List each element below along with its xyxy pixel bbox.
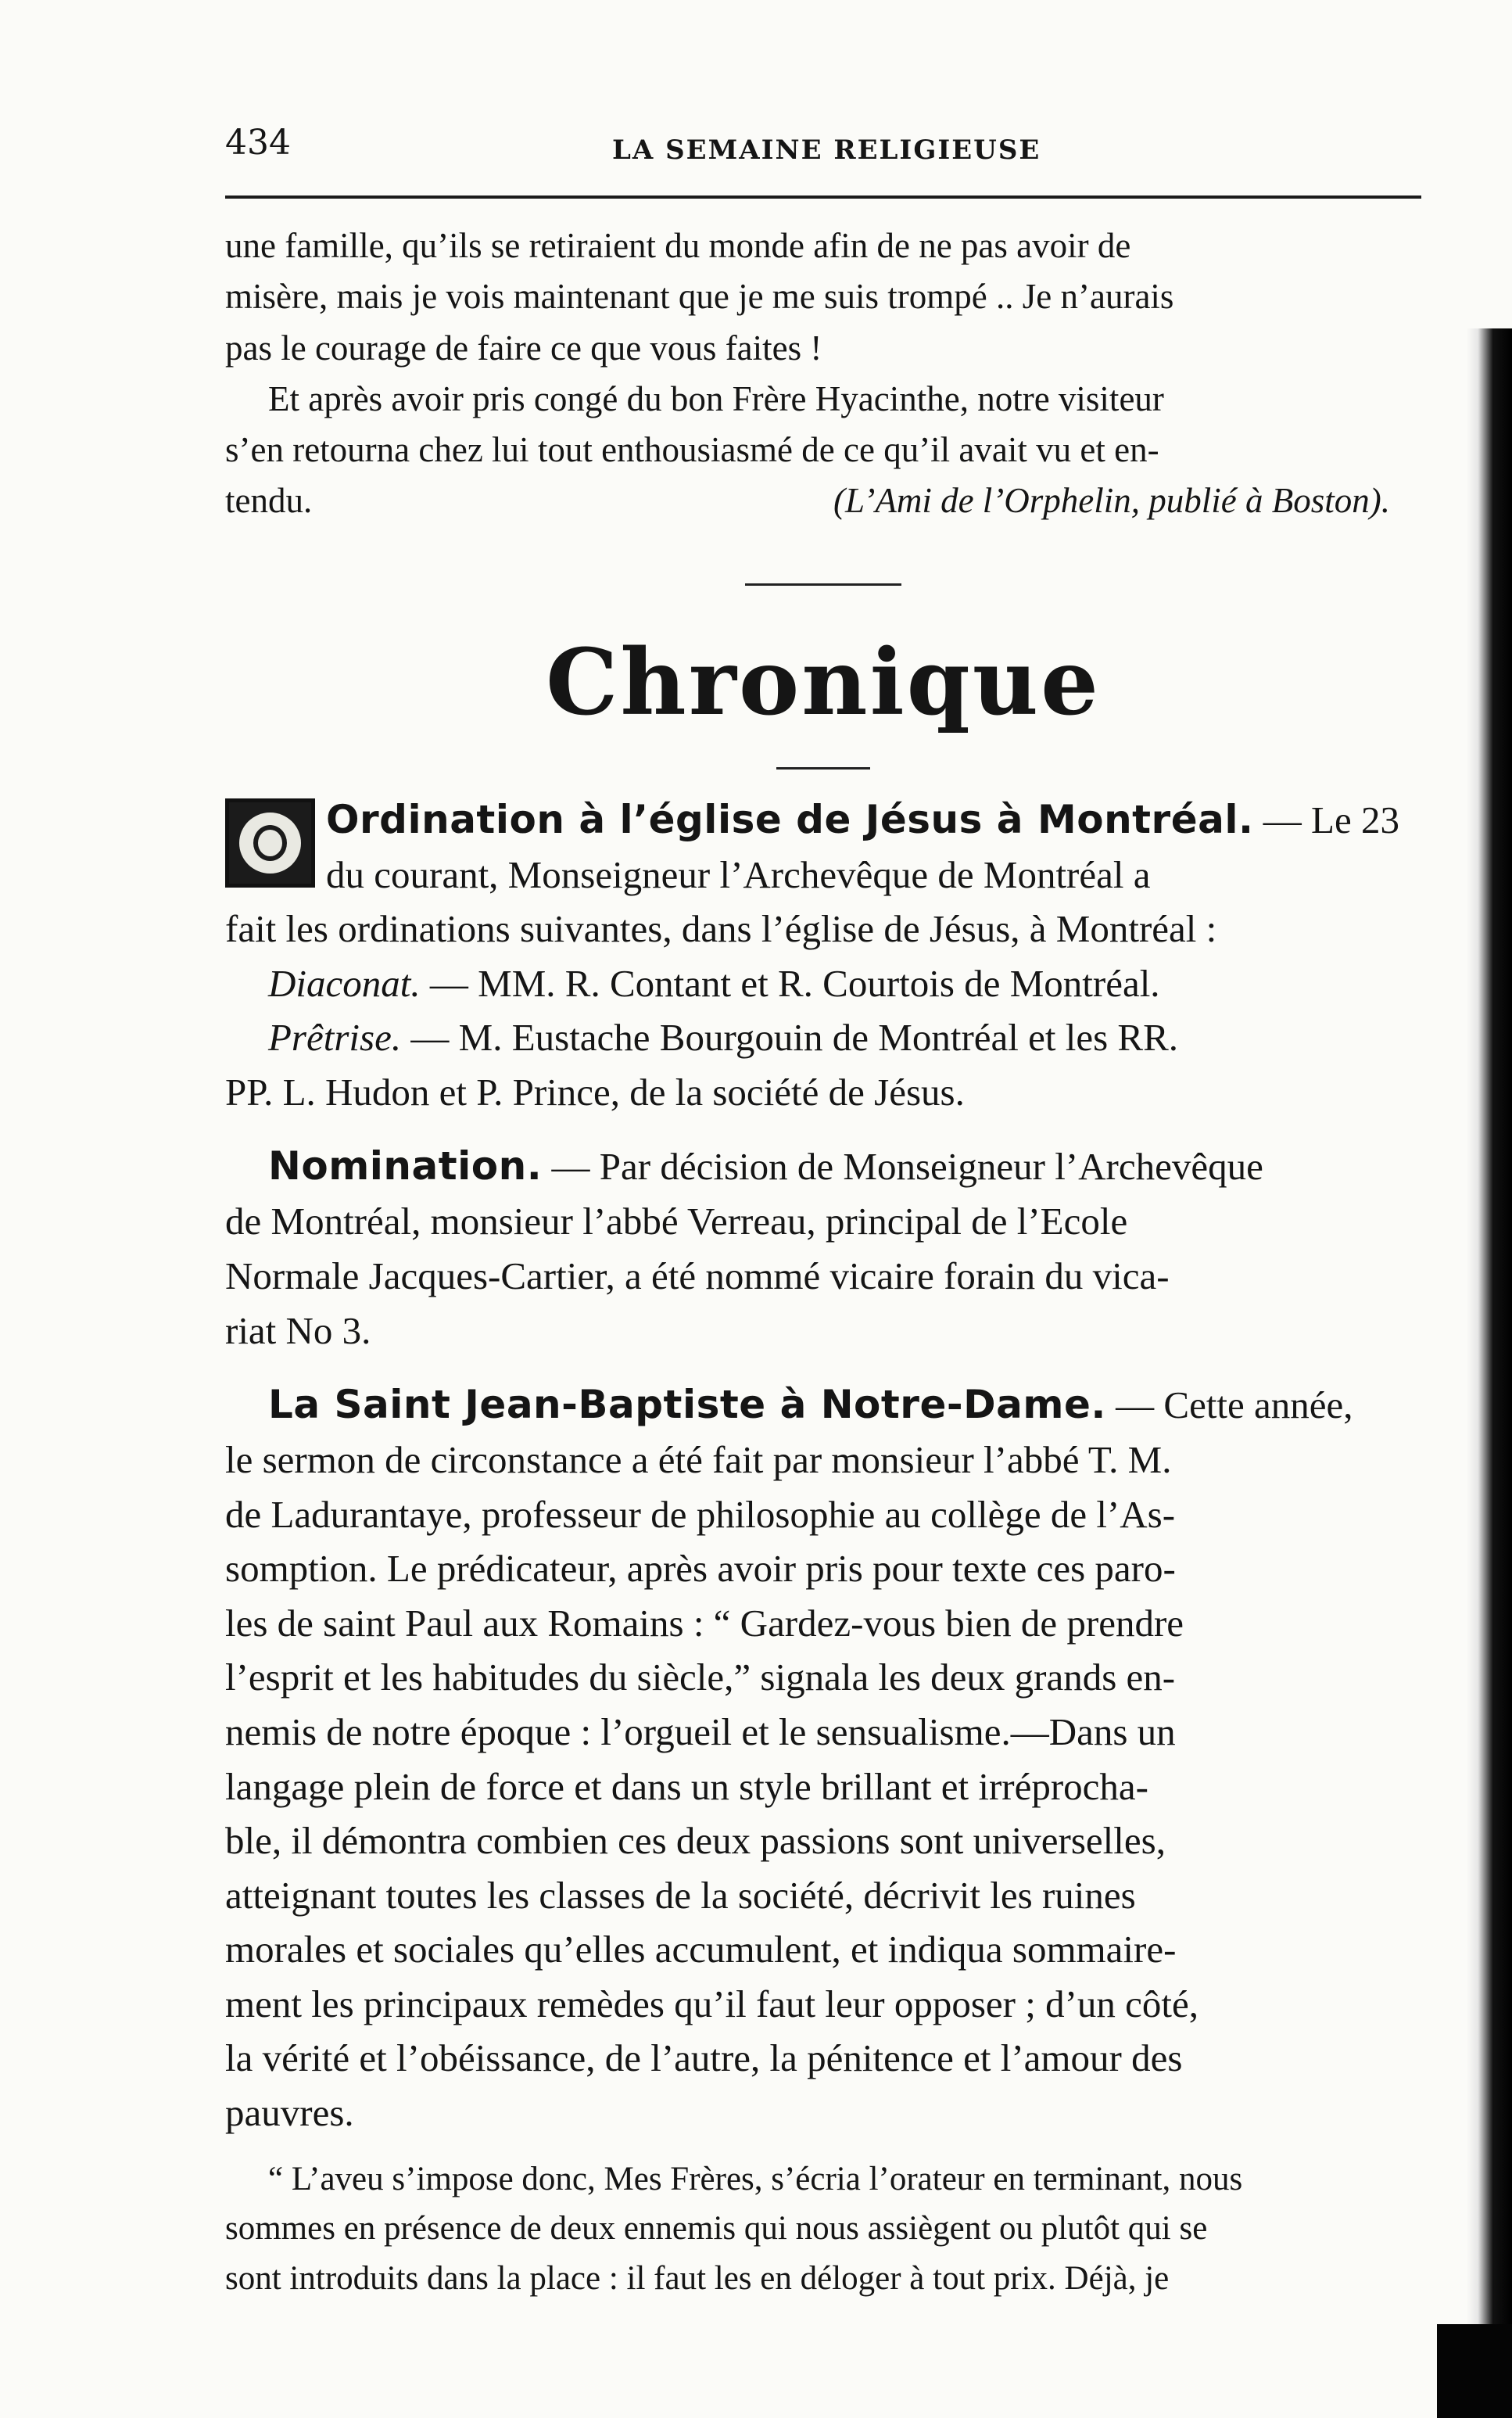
text-line: les de saint Paul aux Romains : “ Gardez-vous bien de prendre bbox=[225, 1601, 1184, 1645]
text-line: une famille, qu’ils se retiraient du monde afin de ne pas avoir de bbox=[225, 226, 1131, 265]
pretrise-label: Prêtrise. bbox=[268, 1016, 402, 1060]
source-line bbox=[225, 475, 1421, 526]
saint-jean-title: La Saint Jean-Baptiste à Notre-Dame. bbox=[268, 1382, 1106, 1428]
text-line: de Montréal, monsieur l’abbé Verreau, principal de l’Ecole bbox=[225, 1200, 1128, 1243]
text-line: “ L’aveu s’impose donc, Mes Frères, s’écria l’orateur en terminant, nous bbox=[268, 2160, 1243, 2197]
nomination-title-line bbox=[225, 1139, 1421, 1194]
dropcap-ornament-icon bbox=[239, 813, 301, 874]
ordination-title-line bbox=[225, 792, 1421, 848]
document-page bbox=[225, 117, 1421, 2304]
text-line: pas le courage de faire ce que vous faites ! bbox=[225, 328, 822, 368]
text-line: fait les ordinations suivantes, dans l’église de Jésus, à Montréal : bbox=[225, 907, 1217, 951]
text-line: misère, mais je vois maintenant que je me suis trompé .. Je n’aurais bbox=[225, 277, 1174, 317]
title-dash: — bbox=[1116, 1383, 1155, 1427]
ordination-entry bbox=[225, 792, 1421, 1120]
ordination-paragraph bbox=[225, 792, 1421, 1120]
text-line: sommes en présence de deux ennemis qui nous assiègent ou plutôt qui se bbox=[225, 2210, 1208, 2248]
text-fragment: Par décision de Monseigneur l’Archevêque bbox=[599, 1145, 1263, 1189]
text-line: ment les principaux remèdes qu’il faut leur opposer ; d’un côté, bbox=[225, 1982, 1199, 2025]
quote-paragraph bbox=[225, 2154, 1421, 2304]
section-divider-bottom bbox=[776, 767, 870, 770]
previous-article-ending bbox=[225, 221, 1421, 527]
title-dash: — bbox=[1263, 798, 1302, 841]
text-line: sont introduits dans la place : il faut les en déloger à tout prix. Déjà, je bbox=[225, 2259, 1170, 2297]
nomination-paragraph bbox=[225, 1139, 1421, 1358]
section-title: Chronique bbox=[546, 629, 1101, 736]
header-rule bbox=[225, 196, 1421, 199]
text-line: pauvres. bbox=[225, 2091, 354, 2135]
text-line: s’en retourna chez lui tout enthousiasmé de ce qu’il avait vu et en- bbox=[225, 430, 1159, 469]
page-number: 434 bbox=[225, 123, 291, 163]
saint-jean-title-line bbox=[225, 1377, 1421, 1433]
text-line: la vérité et l’obéissance, de l’autre, la pénitence et l’amour des bbox=[225, 2036, 1183, 2080]
right-edge-shadow bbox=[1467, 328, 1512, 2418]
text-line: nemis de notre époque : l’orgueil et le sensualisme.—Dans un bbox=[225, 1710, 1176, 1754]
title-dash: — bbox=[551, 1145, 590, 1189]
article-end-paragraph-2 bbox=[225, 374, 1421, 527]
text-line: Et après avoir pris congé du bon Frère Hyacinthe, notre visiteur bbox=[268, 378, 1164, 418]
text-line: Normale Jacques-Cartier, a été nommé vicaire forain du vica- bbox=[225, 1254, 1170, 1297]
text-line: somption. Le prédicateur, après avoir pris pour texte ces paro- bbox=[225, 1547, 1176, 1591]
saint-jean-entry bbox=[225, 1377, 1421, 2140]
diaconat-text: — MM. R. Contant et R. Courtois de Montréal. bbox=[429, 961, 1160, 1005]
section-divider-top bbox=[745, 583, 901, 586]
text-fragment: Le 23 bbox=[1311, 798, 1399, 841]
text-line: atteignant toutes les classes de la société, décrivit les ruines bbox=[225, 1873, 1136, 1917]
running-title: LA SEMAINE RELIGIEUSE bbox=[612, 135, 1041, 166]
ornamental-dropcap-o bbox=[225, 798, 315, 888]
article-end-paragraph-1 bbox=[225, 221, 1421, 374]
text-line: tendu. bbox=[225, 481, 313, 521]
text-line: l’esprit et les habitudes du siècle,” signala les deux grands en- bbox=[225, 1656, 1176, 1699]
text-line: le sermon de circonstance a été fait par monsieur l’abbé T. M. bbox=[225, 1438, 1172, 1482]
diaconat-line bbox=[225, 956, 1421, 1011]
text-fragment: Cette année, bbox=[1163, 1383, 1353, 1427]
saint-jean-paragraph bbox=[225, 1377, 1421, 2140]
text-line: morales et sociales qu’elles accumulent, et indiqua sommaire- bbox=[225, 1928, 1177, 1971]
text-line: du courant, Monseigneur l’Archevêque de Montréal a bbox=[326, 852, 1151, 896]
dropcap-letter-o-icon bbox=[253, 825, 287, 861]
text-line: de Ladurantaye, professeur de philosophie au collège de l’As- bbox=[225, 1492, 1176, 1536]
nomination-title: Nomination. bbox=[268, 1143, 543, 1189]
page-header bbox=[225, 117, 1421, 178]
text-line: langage plein de force et dans un style brillant et irréprocha- bbox=[225, 1764, 1148, 1808]
pretrise-line bbox=[225, 1010, 1421, 1065]
pretrise-text: — M. Eustache Bourgouin de Montréal et les RR. bbox=[410, 1016, 1179, 1060]
ordination-title: Ordination à l’église de Jésus à Montréal. bbox=[326, 796, 1254, 842]
text-line: riat No 3. bbox=[225, 1308, 371, 1352]
text-line: ble, il démontra combien ces deux passions sont universelles, bbox=[225, 1819, 1166, 1863]
bottom-right-scan-shadow bbox=[1437, 2324, 1512, 2418]
text-line: PP. L. Hudon et P. Prince, de la société de Jésus. bbox=[225, 1070, 965, 1114]
source-citation: (L’Ami de l’Orphelin, publié à Boston). bbox=[833, 481, 1390, 521]
quoted-sermon-excerpt bbox=[225, 2154, 1421, 2304]
diaconat-label: Diaconat. bbox=[268, 961, 421, 1005]
nomination-entry bbox=[225, 1139, 1421, 1358]
